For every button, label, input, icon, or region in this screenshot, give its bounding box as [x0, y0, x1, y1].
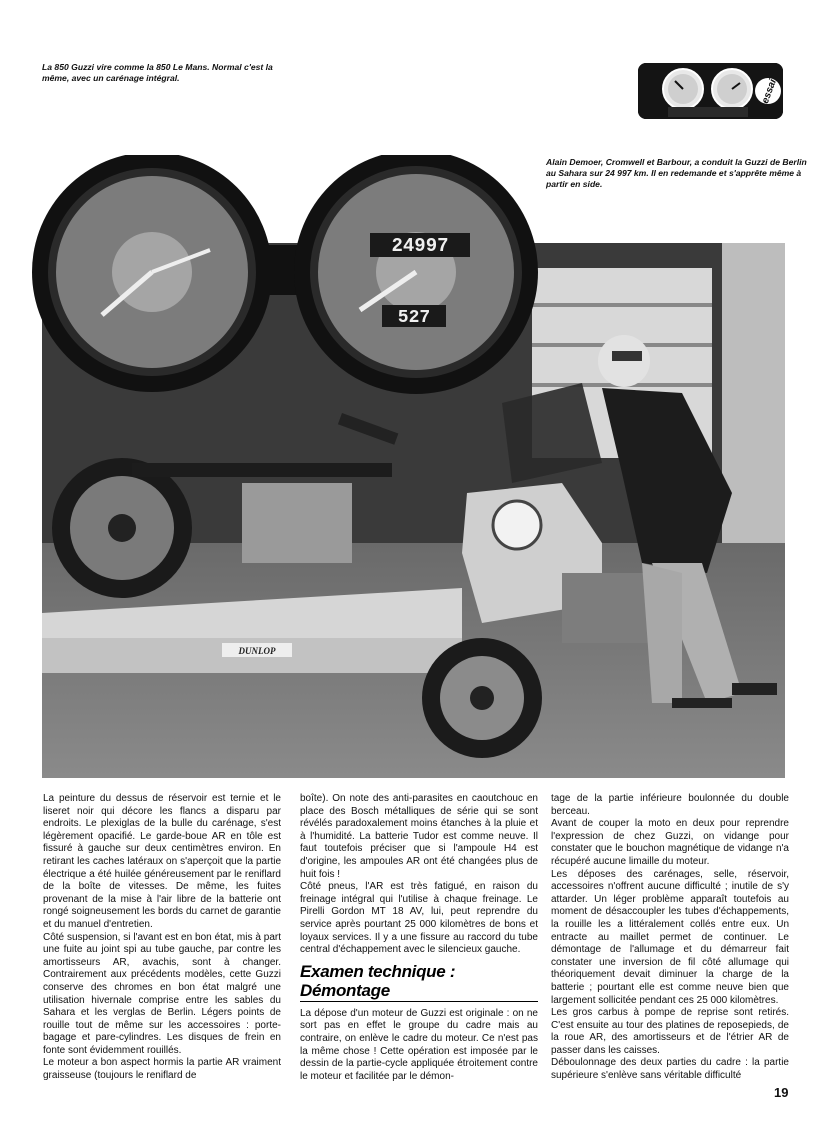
paragraph: boîte). On note des anti-parasites en caoutchouc en place des Bosch métalliques de série qui se sont révélés paradoxalement moins étanches à la pluie et à l'humidité. La batterie Tudor est comme neuve. Il faut toutefois préciser que si l'ampoule H4 est d'origine, les ampoules AR ont été changées plus de huit fois !	[300, 793, 538, 880]
paragraph: La dépose d'un moteur de Guzzi est originale : on ne sort pas en effet le groupe du cadre mais au contraire, on enlève le cadre du moteur. Ce n'est pas la même chose ! Cette opération est imposée par le dessin de la partie-cycle appliquée étroitement contre le moteur et facilitée par le démon-	[300, 1007, 538, 1082]
trip-readout: 527	[397, 308, 431, 328]
paragraph: Le moteur a bon aspect hormis la partie AR vraiment graisseuse (toujours le reniflard de	[43, 1057, 281, 1082]
text-column-1	[43, 793, 281, 1083]
section-heading	[300, 962, 538, 1002]
text-column-3	[551, 793, 789, 1083]
section-heading-line2: Démontage	[300, 981, 538, 1002]
paragraph: Avant de couper la moto en deux pour reprendre l'expression de chez Guzzi, on vidange pour constater que le bouchon magnétique de vidange n'a récupéré aucune limaille du moteur.	[551, 818, 789, 867]
paragraph: tage de la partie inférieure boulonnée du double berceau.	[551, 793, 789, 817]
photo-caption-top: La 850 Guzzi vire comme la 850 Le Mans. Normal c'est la même, avec un carénage intégral.	[42, 62, 273, 83]
crate-label: DUNLOP	[238, 646, 276, 656]
paragraph: Les déposes des carénages, selle, réservoir, accessoires n'offrent aucune difficulté ; inutile de s'y attarder. Un léger problème apparaît toutefois au moment de désaccoupler les tubes d'échappements, la rouille les a littéralement collés entre eux. Un entracte au maillet permet de continuer. Le démontage de l'allumage et du démarreur fait constater une inversion de fil côté allumage qui théoriquement devait diminuer la charge de la batterie ; pourtant elle est comme neuve bien que largement sollicitée pendant ces 25 000 kilomètres.	[551, 868, 789, 1006]
instrument-cluster	[30, 155, 550, 395]
paragraph: Côté suspension, si l'avant est en bon état, mis à part une fuite au joint spi au tube gauche, par contre les amortisseurs AR, avachis, sont à changer. Contrairement aux précédents modèles, cette Guzzi conserve des chromes en bon état malgré une utilisation hivernale comprise entre les sables du Sahara et les verglas de Berlin. Légers points de rouille tout de même sur les accessoires : porte-bagage et pare-cylindres. Les disques de frein en fonte sont évidemment rouillés.	[43, 931, 281, 1056]
gauge-logo-icon	[638, 63, 783, 119]
speedometer-tachometer-image	[30, 155, 550, 395]
section-heading-line1: Examen technique :	[300, 961, 456, 981]
paragraph: Côté pneus, l'AR est très fatigué, en raison du freinage intégral qui l'utilise à chaque freinage. Le Pirelli Gordon MT 18 AV, lui, peut reprendre du service après pourtant 25 000 kilomètres de bons et loyaux services. Il y a une fissure au raccord du tube central d'échappement avec le silencieux gauche.	[300, 881, 538, 956]
page-number: 19	[774, 1085, 789, 1100]
photo-caption-right: Alain Demoer, Cromwell et Barbour, a conduit la Guzzi de Berlin au Sahara sur 24 997 km. Il en redemande et s'apprête même à partir en side.	[546, 157, 807, 189]
paragraph: Les gros carbus à pompe de reprise sont retirés. C'est ensuite au tour des platines de reposepieds, de la roue AR, des amortisseurs et de l'étrier AR de passer dans les caisses.	[551, 1007, 789, 1056]
essai-logo-text: essai	[759, 77, 779, 106]
paragraph: Déboulonnage des deux parties du cadre : la partie supérieure s'enlève sans véritable difficulté	[551, 1057, 789, 1082]
text-column-2	[300, 793, 538, 1083]
paragraph: La peinture du dessus de réservoir est ternie et le liseret noir qui décore les flancs a disparu par endroits. Le plexiglas de la bulle du carénage, s'est légèrement opacifié. Le garde-boue AR en tôle est fissuré à gauche sur deux centimètres environ. En retirant les caches latéraux on s'aperçoit que la partie électrique a été huilée généreusement par le reniflard de la boîte de vitesses. De même, les fuites provenant de la mise à l'air libre de la batterie ont rongé soigneusement les bords du carnet de garantie et du manuel d'entretien.	[43, 793, 281, 930]
odometer-readout: 24997	[391, 235, 449, 257]
essai-logo	[638, 63, 783, 119]
